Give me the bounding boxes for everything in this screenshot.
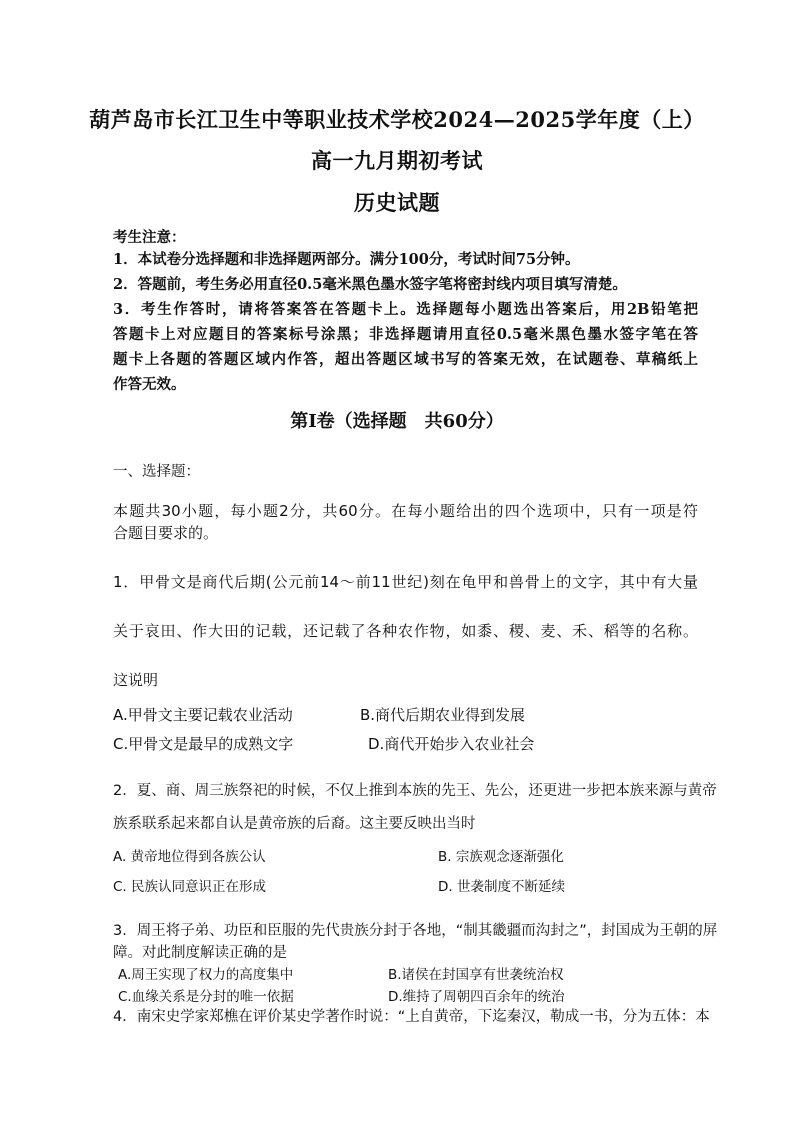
section-title: 第Ⅰ卷（选择题 共60分） [290, 411, 504, 432]
notice-item-3-line3: 题卡上各题的答题区域内作答，超出答题区域书写的答案无效，在试题卷、草稿纸上 [113, 351, 698, 368]
exam-subtitle: 高一九月期初考试 [311, 148, 483, 173]
subject-title: 历史试题 [354, 190, 440, 215]
notice-item-3-line4: 作答无效。 [113, 376, 186, 393]
q2-stem-line2: 族系联系起来都自认是黄帝族的后裔。这主要反映出当时 [113, 816, 476, 832]
exam-title: 葫芦岛市长江卫生中等职业技术学校2024—2025学年度（上） [89, 107, 705, 132]
q3-option-c: C.血缘关系是分封的唯一依据 [118, 989, 294, 1005]
q3-option-a: A.周王实现了权力的高度集中 [118, 967, 294, 983]
q2-option-d: D. 世袭制度不断延续 [438, 879, 565, 895]
q1-option-b: B.商代后期农业得到发展 [360, 706, 526, 724]
notice-item-3-line2: 答题卡上对应题目的答案标号涂黑；非选择题请用直径0.5毫米黑色墨水签字笔在答 [113, 326, 698, 343]
q2-option-b: B. 宗族观念逐渐强化 [438, 849, 564, 865]
notice-heading: 考生注意： [113, 229, 186, 246]
q2-option-c: C. 民族认同意识正在形成 [113, 879, 267, 895]
q4-stem-line1: 4．南宋史学家郑樵在评价某史学著作时说：“上自黄帝，下迄秦汉，勒成一书，分为五体：本 [113, 1009, 710, 1025]
section-intro-line1: 本题共30小题，每小题2分，共60分。在每小题给出的四个选项中，只有一项是符 [113, 502, 698, 520]
notice-item-1: 1．本试卷分选择题和非选择题两部分。满分100分，考试时间75分钟。 [113, 251, 580, 268]
q1-option-d: D.商代开始步入农业社会 [368, 735, 535, 753]
q3-stem-line1: 3．周王将子弟、功臣和臣服的先代贵族分封于各地，“制其畿疆而沟封之”，封国成为王朝的屏 [113, 923, 718, 939]
q1-stem-line2: 关于哀田、作大田的记载，还记载了各种农作物，如黍、稷、麦、禾、稻等的名称。 [113, 622, 698, 640]
q1-option-a: A.甲骨文主要记载农业活动 [113, 706, 293, 724]
q1-stem-line3: 这说明 [113, 671, 159, 689]
q2-option-a: A. 黄帝地位得到各族公认 [113, 849, 266, 865]
notice-item-3-line1: 3．考生作答时，请将答案答在答题卡上。选择题每小题选出答案后，用2B铅笔把 [113, 301, 698, 318]
notice-item-2: 2．答题前，考生务必用直径0.5毫米黑色墨水签字笔将密封线内项目填写清楚。 [113, 276, 627, 293]
q3-stem-line2: 障。对此制度解读正确的是 [113, 945, 287, 961]
q1-stem-line1: 1．甲骨文是商代后期(公元前14～前11世纪)刻在龟甲和兽骨上的文字，其中有大量 [113, 573, 698, 591]
part-heading: 一、选择题： [113, 464, 200, 480]
section-intro-line2: 合题目要求的。 [113, 524, 219, 542]
q3-option-b: B.诸侯在封国享有世袭统治权 [388, 967, 564, 983]
q2-stem-line1: 2．夏、商、周三族祭祀的时候，不仅上推到本族的先王、先公，还更进一步把本族来源与黄帝 [113, 783, 717, 799]
q3-option-d: D.维持了周朝四百余年的统治 [388, 989, 565, 1005]
q1-option-c: C.甲骨文是最早的成熟文字 [113, 735, 294, 753]
